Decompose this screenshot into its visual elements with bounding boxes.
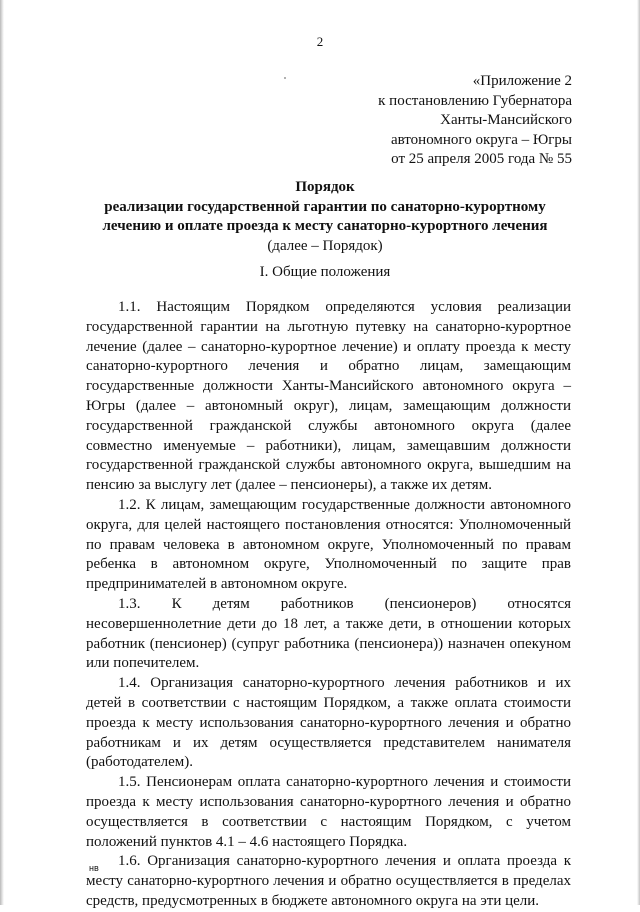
appendix-line-3: Ханты-Мансийского — [440, 112, 572, 128]
appendix-line-4: автономного округа – Югры — [390, 131, 572, 148]
appendix-line-2: к постановлению Губернатора — [378, 92, 572, 109]
appendix-block — [340, 72, 572, 170]
document-body — [86, 298, 571, 912]
title-line-1: реализации государственной гарантии по санаторно-курортному — [104, 198, 546, 215]
section-heading: I. Общие положения — [259, 264, 391, 280]
paragraph-1-3: 1.3. К детям работников (пенсионеров) относятся несовершеннолетние дети до 18 лет, а также дети, в отношении которых работник (пенсионер) (супруг работника (пенсионера)) назначен опекуном или попечителем. — [86, 595, 571, 672]
appendix-line-1: «Приложение 2 — [472, 73, 572, 89]
paragraph-1-2: 1.2. К лицам, замещающим государственные должности автономного округа, для целей настоящего постановления относятся: Уполномоченный по правам человека в автономном округе, Уполномоченный по правам ребенка в автономном округе, Уполномоченный по защите прав предпринимателей в автономном округе. — [86, 496, 571, 593]
paragraph-1-4: 1.4. Организация санаторно-курортного лечения работников и их детей в соответствии с настоящим Порядком, а также оплата стоимости проезда к месту использования санаторно-курортного лечения и обратно работникам и их детям осуществляется представителем нанимателя (работодателем). — [86, 675, 571, 771]
paragraph-1-5: 1.5. Пенсионерам оплата санаторно-курортного лечения и стоимости проезда к месту использования санаторно-курортного лечения и обратно осуществляется в соответствии с настоящим Порядком, с учетом положений пунктов 4.1 – 4.6 настоящего Порядка. — [86, 774, 571, 850]
paragraph-1-1: 1.1. Настоящим Порядком определяются условия реализации государственной гарантии на льготную путевку на санаторно-курортное лечение (далее – санаторно-курортное лечение) и оплату проезда к месту санаторно-курортного лечения и обратно лицам, замещающим государственные должности Ханты-Мансийского автономного округа – Югры (далее – автономный округ), лицам, замещающим должности государственной гражданской службы автономного округа (далее совместно именуемые – работники), лицам, замещавшим должности государственной гражданской службы автономного округа, вышедшим на пенсию за выслугу лет (далее – пенсионеры), а также их детям. — [86, 299, 571, 494]
page-number: 2 — [316, 34, 324, 49]
document-title — [60, 178, 590, 256]
scan-edge-left — [0, 0, 4, 905]
title-line-2: лечению и оплате проезда к месту санаторно-курортного лечения — [102, 218, 548, 234]
appendix-line-5: от 25 апреля 2005 года № 55 — [391, 151, 572, 167]
title-heading: Порядок — [295, 179, 355, 195]
paragraph-1-6: 1.6. Организация санаторно-курортного лечения и оплата проезда к месту санаторно-курортного лечения и обратно осуществляется в пределах средств, предусмотренных в бюджете автономного округа на эти цели. — [86, 853, 571, 909]
title-subtitle: (далее – Порядок) — [267, 237, 383, 254]
scan-speck — [284, 77, 286, 79]
corner-mark: нв — [89, 863, 99, 873]
